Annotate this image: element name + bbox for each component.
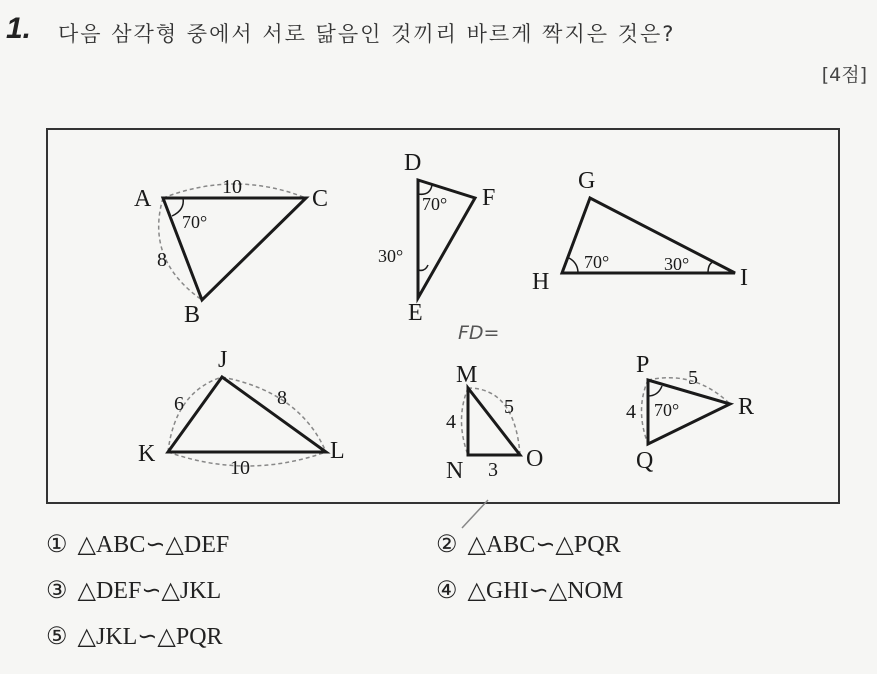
pencil-stroke xyxy=(462,500,488,528)
choice-1-text: △ABC∽△DEF xyxy=(77,532,230,558)
vertex-p: P xyxy=(636,352,650,378)
triangle-jkl-shape xyxy=(168,377,326,452)
angle-p-arc xyxy=(648,386,662,396)
choice-5-text: △JKL∽△PQR xyxy=(77,624,223,650)
vertex-e: E xyxy=(408,300,423,326)
vertex-b: B xyxy=(184,302,201,328)
angle-a-label: 70° xyxy=(182,212,208,232)
triangle-abc xyxy=(134,176,328,328)
vertex-q: Q xyxy=(636,448,654,474)
choice-2-text: △ABC∽△PQR xyxy=(467,532,621,558)
choice-2-mark: ② xyxy=(436,532,458,558)
angle-h-label: 70° xyxy=(584,252,610,272)
side-no-label: 3 xyxy=(488,459,498,481)
choice-5[interactable] xyxy=(46,622,223,651)
choice-1-mark: ① xyxy=(46,532,68,558)
triangle-mno xyxy=(446,362,543,484)
triangle-pqr xyxy=(626,352,754,474)
angle-d-label: 70° xyxy=(422,194,448,214)
vertex-c: C xyxy=(312,186,329,212)
choice-3[interactable] xyxy=(46,576,221,605)
side-jl-label: 8 xyxy=(277,387,287,409)
question-number: 1. xyxy=(6,12,32,45)
vertex-m: M xyxy=(456,362,478,388)
triangle-ghi xyxy=(532,168,748,295)
vertex-f: F xyxy=(482,185,496,211)
choice-4[interactable] xyxy=(436,576,623,605)
angle-i-label: 30° xyxy=(664,254,690,274)
side-ac-label: 10 xyxy=(222,176,242,198)
vertex-g: G xyxy=(578,168,596,194)
choice-3-mark: ③ xyxy=(46,578,68,604)
vertex-l: L xyxy=(330,438,345,464)
angle-d-arc xyxy=(418,185,432,194)
handwritten-note: FD= xyxy=(458,322,500,344)
side-ab-label: 8 xyxy=(157,249,167,271)
choice-2[interactable] xyxy=(436,530,621,559)
question-text: 다음 삼각형 중에서 서로 닮음인 것끼리 바르게 짝지은 것은? xyxy=(58,22,676,46)
angle-h-arc xyxy=(569,258,578,273)
vertex-h: H xyxy=(532,269,550,295)
triangle-jkl xyxy=(138,347,345,479)
vertex-i: I xyxy=(740,265,748,291)
choice-3-text: △DEF∽△JKL xyxy=(77,578,222,604)
side-kl-label: 10 xyxy=(230,457,250,479)
choice-4-mark: ④ xyxy=(436,578,458,604)
vertex-n: N xyxy=(446,458,464,484)
choice-4-text: △GHI∽△NOM xyxy=(467,578,624,604)
vertex-k: K xyxy=(138,441,156,467)
choice-1[interactable] xyxy=(46,530,229,559)
side-mn-label: 4 xyxy=(446,411,456,433)
side-jk-label: 6 xyxy=(174,393,184,415)
angle-i-arc xyxy=(708,262,713,273)
side-pr-label: 5 xyxy=(688,367,698,389)
side-mo-label: 5 xyxy=(504,396,514,418)
angle-e-label: 30° xyxy=(378,246,404,266)
triangle-def xyxy=(378,150,495,326)
vertex-d: D xyxy=(404,150,422,176)
side-pq-label: 4 xyxy=(626,401,636,423)
question-points: [4점] xyxy=(821,64,867,86)
vertex-r: R xyxy=(738,394,755,420)
vertex-o: O xyxy=(526,446,544,472)
choice-5-mark: ⑤ xyxy=(46,624,68,650)
vertex-j: J xyxy=(218,347,228,373)
angle-p-label: 70° xyxy=(654,400,680,420)
vertex-a: A xyxy=(134,186,152,212)
